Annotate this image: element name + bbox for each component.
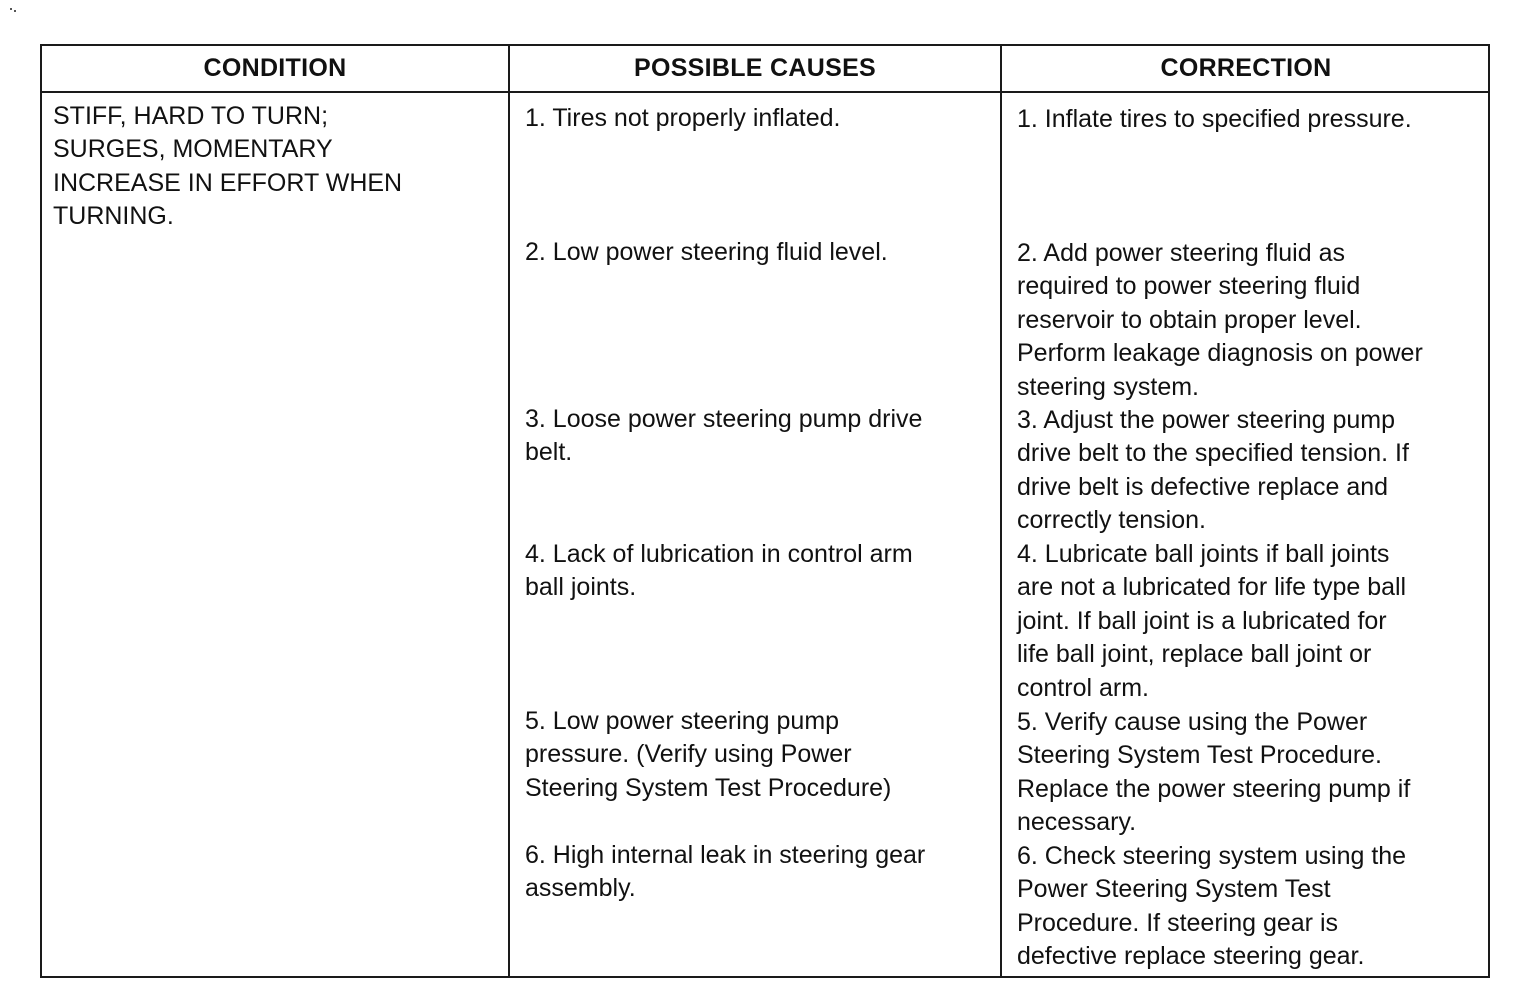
correction-item: 4. Lubricate ball joints if ball joints are not a lubricated for life type ball joint. If ball joint is a lubricated for life ball joint, replace ball joint or control arm. (1017, 540, 1407, 702)
cause-item: 6. High internal leak in steering gear assembly. (525, 841, 926, 903)
scan-speck (14, 10, 16, 12)
header-correction: CORRECTION (1160, 54, 1332, 82)
troubleshooting-table (40, 44, 1490, 978)
cause-item: 4. Lack of lubrication in control arm ball joints. (525, 540, 913, 602)
header-divider (42, 91, 1488, 93)
scan-speck (10, 8, 12, 10)
header-condition: CONDITION (203, 54, 347, 82)
cause-item: 1. Tires not properly inflated. (525, 104, 841, 132)
correction-item: 3. Adjust the power steering pump drive belt to the specified tension. If drive belt is defective replace and correctly tension. (1017, 406, 1409, 535)
correction-item: 2. Add power steering fluid as required to power steering fluid reservoir to obtain proper level. Perform leakage diagnosis on power steering system. (1017, 239, 1423, 401)
column-divider (1000, 46, 1002, 976)
correction-item: 1. Inflate tires to specified pressure. (1017, 105, 1412, 133)
cause-item: 2. Low power steering fluid level. (525, 238, 888, 266)
header-possible-causes: POSSIBLE CAUSES (633, 54, 877, 82)
correction-item: 6. Check steering system using the Power Steering System Test Procedure. If steering gear is defective replace steering gear. (1017, 842, 1407, 971)
correction-item: 5. Verify cause using the Power Steering System Test Procedure. Replace the power steering pump if necessary. (1017, 708, 1411, 837)
column-divider (508, 46, 510, 976)
cause-item: 5. Low power steering pump pressure. (Verify using Power Steering System Test Procedure) (525, 707, 892, 802)
condition-text: STIFF, HARD TO TURN; SURGES, MOMENTARY INCREASE IN EFFORT WHEN TURNING. (53, 102, 403, 231)
cause-item: 3. Loose power steering pump drive belt. (525, 405, 923, 467)
